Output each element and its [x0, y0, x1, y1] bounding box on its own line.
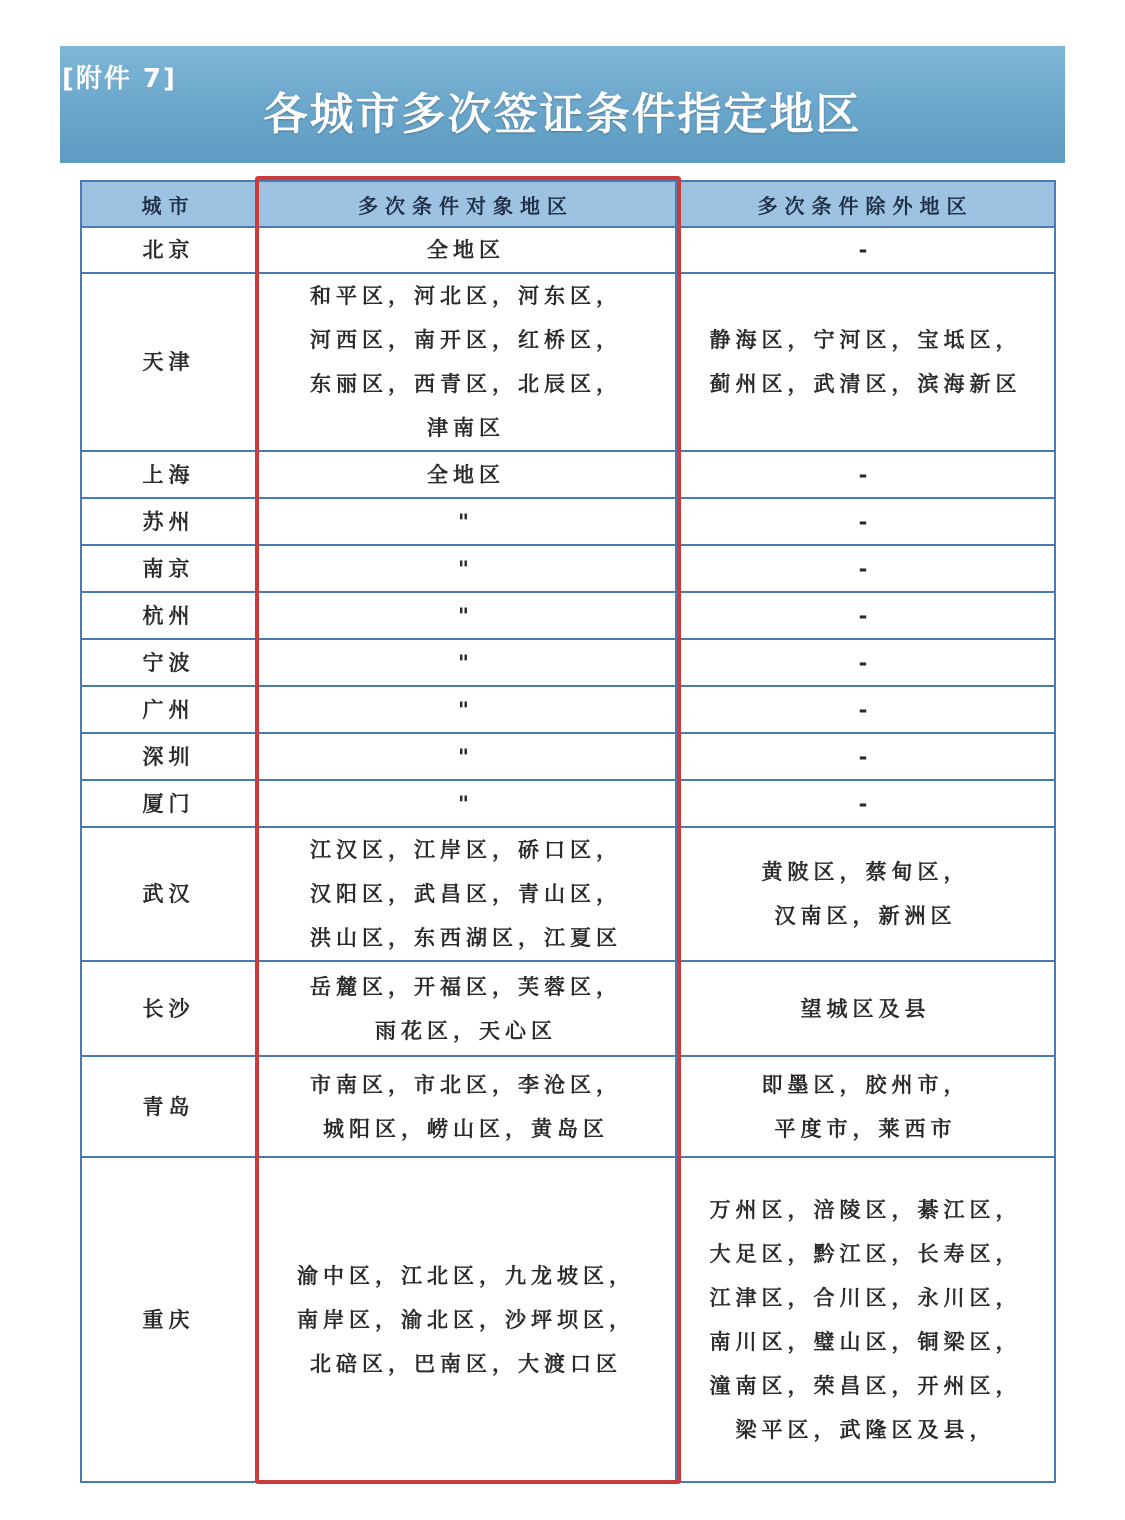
excluded-cell: - — [676, 639, 1055, 686]
city-cell: 深圳 — [81, 733, 256, 780]
excluded-cell: - — [676, 227, 1055, 273]
target-cell: 市南区，市北区，李沧区， 城阳区，崂山区，黄岛区 — [256, 1056, 676, 1157]
table-header-row — [81, 181, 1055, 227]
city-cell: 苏州 — [81, 498, 256, 545]
target-cell: 和平区，河北区，河东区， 河西区，南开区，红桥区， 东丽区，西青区，北辰区， 津南区 — [256, 273, 676, 451]
column-header-excluded: 多次条件除外地区 — [676, 181, 1055, 227]
excluded-cell: 万州区，涪陵区，綦江区， 大足区，黔江区，长寿区， 江津区，合川区，永川区， 南川区，璧山区，铜梁区， 潼南区，荣昌区，开州区， 梁平区，武隆区及县， — [676, 1157, 1055, 1482]
excluded-cell: 黄陂区，蔡甸区， 汉南区，新洲区 — [676, 827, 1055, 961]
table-row — [81, 733, 1055, 780]
city-cell: 南京 — [81, 545, 256, 592]
page-title: 各城市多次签证条件指定地区 — [263, 89, 862, 140]
target-cell: 渝中区，江北区，九龙坡区， 南岸区，渝北区，沙坪坝区， 北碚区，巴南区，大渡口区 — [256, 1157, 676, 1482]
excluded-cell: 静海区，宁河区，宝坻区， 蓟州区，武清区，滨海新区 — [676, 273, 1055, 451]
excluded-cell: 望城区及县 — [676, 961, 1055, 1056]
city-cell: 广州 — [81, 686, 256, 733]
target-cell: " — [256, 639, 676, 686]
target-cell: " — [256, 592, 676, 639]
visa-region-table — [80, 180, 1056, 1483]
city-cell: 重庆 — [81, 1157, 256, 1482]
table-row — [81, 1056, 1055, 1157]
target-cell: " — [256, 686, 676, 733]
city-cell: 武汉 — [81, 827, 256, 961]
excluded-cell: - — [676, 780, 1055, 827]
target-cell: 全地区 — [256, 227, 676, 273]
table-row — [81, 827, 1055, 961]
target-cell: " — [256, 545, 676, 592]
city-cell: 厦门 — [81, 780, 256, 827]
excluded-cell: - — [676, 686, 1055, 733]
excluded-cell: - — [676, 733, 1055, 780]
table-row — [81, 545, 1055, 592]
table-row — [81, 961, 1055, 1056]
target-cell: 全地区 — [256, 451, 676, 498]
table-row — [81, 227, 1055, 273]
excluded-cell: 即墨区，胶州市， 平度市，莱西市 — [676, 1056, 1055, 1157]
target-cell: 江汉区，江岸区，硚口区， 汉阳区，武昌区，青山区， 洪山区，东西湖区，江夏区 — [256, 827, 676, 961]
table-row — [81, 1157, 1055, 1482]
city-cell: 天津 — [81, 273, 256, 451]
table-row — [81, 273, 1055, 451]
target-cell: " — [256, 733, 676, 780]
table-row — [81, 639, 1055, 686]
excluded-cell: - — [676, 451, 1055, 498]
city-cell: 北京 — [81, 227, 256, 273]
excluded-cell: - — [676, 592, 1055, 639]
city-cell: 青岛 — [81, 1056, 256, 1157]
city-cell: 杭州 — [81, 592, 256, 639]
city-cell: 上海 — [81, 451, 256, 498]
column-header-target: 多次条件对象地区 — [256, 181, 676, 227]
attachment-label: [附件 7] — [62, 64, 177, 94]
target-cell: 岳麓区，开福区，芙蓉区， 雨花区，天心区 — [256, 961, 676, 1056]
table-row — [81, 498, 1055, 545]
city-cell: 长沙 — [81, 961, 256, 1056]
excluded-cell: - — [676, 498, 1055, 545]
city-cell: 宁波 — [81, 639, 256, 686]
table-row — [81, 451, 1055, 498]
excluded-cell: - — [676, 545, 1055, 592]
column-header-city: 城市 — [81, 181, 256, 227]
table-row — [81, 686, 1055, 733]
target-cell: " — [256, 498, 676, 545]
table-row — [81, 592, 1055, 639]
table-row — [81, 780, 1055, 827]
target-cell: " — [256, 780, 676, 827]
